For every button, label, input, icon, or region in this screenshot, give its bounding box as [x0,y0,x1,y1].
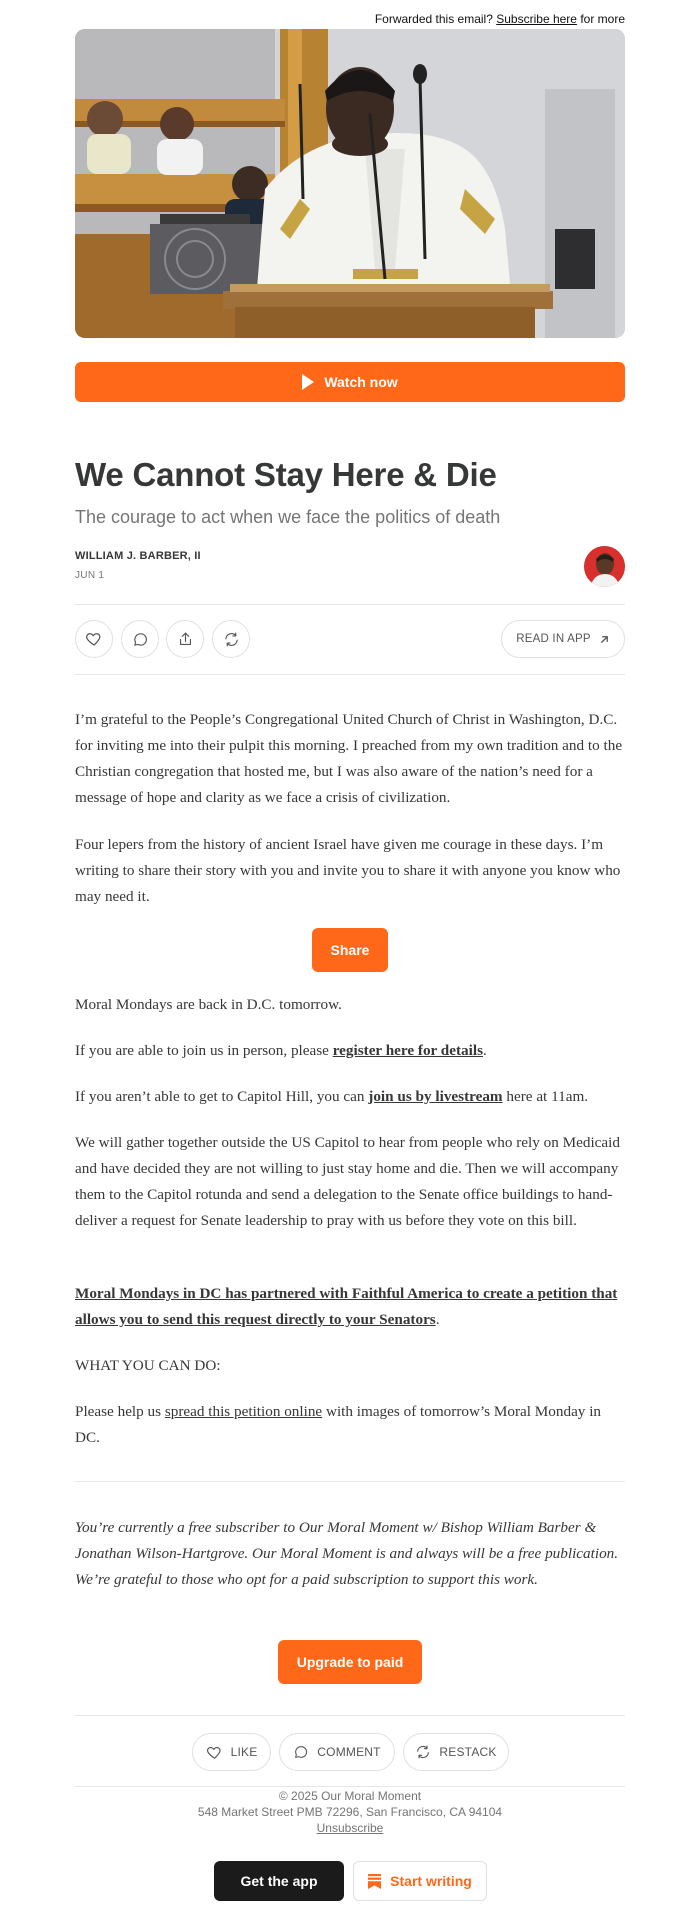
paragraph: WHAT YOU CAN DO: [75,1357,221,1374]
petition-link[interactable]: Moral Mondays in DC has partnered with Faithful America to create a petition that allows you to send this request directly to your Senators [75,1285,618,1328]
share-label: Share [330,942,370,958]
start-writing-button[interactable] [353,1861,487,1901]
comment-icon [132,631,149,648]
heart-icon [85,630,103,648]
post-title: We Cannot Stay Here & Die [75,456,497,493]
for-more-text: for more [580,12,625,26]
paragraph [75,1281,627,1333]
footer-like-button[interactable] [192,1733,271,1771]
divider [75,1786,625,1787]
paragraph-text: with images of tomorrow’s Moral Monday in DC. [75,1403,602,1446]
video-thumbnail[interactable] [75,29,625,338]
post-date: JUN 1 [75,570,105,581]
divider [75,604,625,605]
video-thumbnail-image [75,29,625,338]
restack-icon [223,631,240,648]
comment-icon [293,1744,309,1760]
start-writing-label: Start writing [390,1873,472,1889]
forwarded-text: Forwarded this email? [374,12,493,26]
restack-label: RESTACK [439,1745,497,1759]
paragraph-text: . [483,1042,487,1059]
author-name[interactable]: WILLIAM J. BARBER, II [75,550,201,562]
paragraph [75,1399,627,1451]
divider [75,1481,625,1482]
comment-label: COMMENT [317,1745,381,1759]
get-the-app-button[interactable] [214,1861,344,1901]
watch-now-button[interactable] [75,362,625,402]
divider [75,674,625,675]
spread-petition-link[interactable]: spread this petition online [164,1403,323,1420]
paragraph-text: If you aren’t able to get to Capitol Hill, you can [75,1088,369,1105]
footer-restack-button[interactable] [403,1733,509,1771]
paragraph [75,1084,627,1110]
copyright: © 2025 Our Moral Moment [278,1789,422,1803]
bookmark-icon [368,1874,381,1889]
livestream-link[interactable]: join us by livestream [368,1088,503,1105]
like-label: LIKE [230,1745,258,1759]
share-icon-button[interactable] [166,620,204,658]
read-in-app-label: READ IN APP [516,633,591,645]
comment-button[interactable] [121,620,159,658]
unsubscribe-link[interactable]: Unsubscribe [316,1821,384,1835]
read-in-app-button[interactable] [501,620,625,658]
subscription-note: You’re currently a free subscriber to Our Moral Moment w/ Bishop William Barber & Jonathan Wilson-Hartgrove. Our Moral Moment is and always will be a free publication. We’re grateful to those who opt for a paid subscription to support this work. [75,1519,619,1588]
play-icon [302,374,314,390]
paragraph: We will gather together outside the US Capitol to hear from people who rely on Medicaid and have decided they are not willing to just stay home and die. Then we will accompany them to the Capitol rotunda and send a delegation to the Senate office buildings to hand-deliver a request for Senate leadership to pray with us before they vote on this bill. [75,1134,620,1229]
share-button[interactable] [312,928,388,972]
paragraph: Four lepers from the history of ancient Israel have given me courage in these days. I’m writing to share their story with you and invite you to share it with anyone you know who may need it. [75,836,621,905]
paragraph [75,1038,627,1064]
paragraph-text: . [435,1311,440,1328]
share-icon [177,631,194,648]
paragraph: Moral Mondays are back in D.C. tomorrow. [75,996,342,1013]
divider [75,1715,625,1716]
like-button[interactable] [75,620,113,658]
paragraph-text: here at 11am. [502,1088,589,1105]
footer-comment-button[interactable] [279,1733,395,1771]
avatar-image [584,546,625,587]
arrow-up-right-icon [599,634,610,645]
forwarded-note [375,12,625,26]
get-the-app-label: Get the app [240,1873,318,1889]
post-subtitle: The courage to act when we face the politics of death [75,507,501,527]
watch-now-label: Watch now [324,374,398,390]
avatar[interactable] [584,546,625,587]
paragraph: I’m grateful to the People’s Congregational United Church of Christ in Washington, D.C. for inviting me into their pulpit this morning. I preached from my own tradition and to the Christian congregation that hosted me, but I was also aware of the nation’s need for a message of hope and clarity as we face a crisis of civilization. [75,711,623,806]
heart-icon [206,1744,223,1761]
paragraph-text: If you are able to join us in person, please [75,1042,333,1059]
restack-icon [415,1744,431,1760]
address: 548 Market Street PMB 72296, San Francisco, CA 94104 [197,1805,503,1819]
register-link[interactable]: register here for details [332,1042,483,1059]
upgrade-label: Upgrade to paid [296,1654,404,1670]
upgrade-button[interactable] [278,1640,422,1684]
paragraph-text: Please help us [75,1403,165,1420]
subscribe-link[interactable]: Subscribe here [496,12,577,26]
restack-button[interactable] [212,620,250,658]
